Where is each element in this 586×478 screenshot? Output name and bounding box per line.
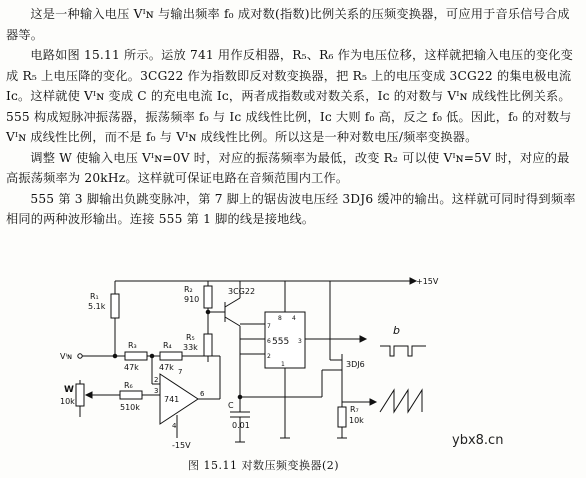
paragraph-intro: 这是一种输入电压 Vᴵɴ 与输出频率 f₀ 成对数(指数)比例关系的压频变换器，可应用于音乐信号合成器等。 [6,7,570,42]
timer-pin-2: 2 [267,353,271,360]
opamp-pin-2: 2 [154,376,159,384]
timer-pin-7: 7 [267,323,271,330]
watermark: ybx8.cn [452,433,504,448]
r5-label: R₅ [186,333,195,342]
r7-label: R₇ [350,405,359,414]
timer-pin-6: 6 [267,338,271,345]
capacitor-label: C [228,401,234,410]
potentiometer-label: W [64,385,74,395]
r4-label: R₄ [163,341,172,350]
opamp-pin-7: 7 [178,368,183,376]
r1-label: R₁ [90,292,99,301]
figure-caption: 图 15.11 对数压频变换器(2) [188,459,340,472]
potentiometer-value: 10k [60,397,75,406]
paragraph-adjustment: 调整 W 使输入电压 Vᴵɴ=0V 时，对应的振荡频率为最低，改变 R₂ 可以使 Vᴵɴ=5V 时，对应的最高振荡频率为 20kHz。这样就可保证电路在音频范围内工作。 [6,150,570,185]
r4-value: 47k [159,363,174,372]
fet-label: 3DJ6 [346,360,365,369]
r3-value: 47k [124,363,139,372]
r1-value: 5.1k [88,302,106,311]
r6-value: 510k [120,403,140,412]
r6-label: R₆ [124,381,133,390]
capacitor-value: 0.01 [232,421,250,430]
opamp-pin-4: 4 [172,422,177,430]
r5-value: 33k [183,343,198,352]
circuit-diagram [60,262,540,458]
r3-label: R₃ [128,341,137,350]
r2-value: 910 [184,295,200,304]
output-b-label: b [393,324,400,337]
supply-positive-label: +15V [416,277,439,286]
r7-value: 10k [349,416,364,425]
input-voltage-label: Vᴵɴ [60,352,73,361]
r2-label: R₂ [184,285,193,294]
article-body [6,4,578,230]
timer-label: 555 [272,337,290,347]
transistor-label: 3CG22 [228,287,256,296]
supply-negative-label: -15V [172,441,191,450]
paragraph-circuit-description: 电路如图 15.11 所示。运放 741 用作反相器，R₅、R₆ 作为电压位移，这样就把输入电压的变化变成 R₅ 上电压降的变化。3CG22 作为指数即反对数变换器，把 R₅ 上的电压变成 3CG22 的集电极电流 Iᴄ。这样就使 Vᴵɴ 变成 C 的充电电流 Iᴄ，两者成指数或对数关系，Iᴄ 的对数与 Vᴵɴ 成线性比例关系。555 构成短脉冲振荡器，振荡频率 f₀ 与 Iᴄ 成线性比例，Iᴄ 大则 f₀ 高，反之 f₀ 低。因此，f₀ 的对数与 Vᴵɴ 成线性比例，而不是 f₀ 与 Vᴵɴ 成线性比例。所以这是一种对数电压/频率变换器。 [6,48,573,144]
timer-pin-3: 3 [298,338,302,345]
opamp-pin-3: 3 [154,387,159,395]
timer-pin-1: 1 [281,361,285,368]
paragraph-outputs: 555 第 3 脚输出负跳变脉冲，第 7 脚上的锯齿波电压经 3DJ6 缓冲的输出。这样就可同时得到频率相同的两种波形输出。连接 555 第 1 脚的线是接地线。 [6,191,576,226]
timer-pin-8: 8 [278,315,282,322]
timer-pin-4: 4 [292,315,296,322]
opamp-label: 741 [164,395,180,404]
opamp-pin-6: 6 [200,390,205,398]
